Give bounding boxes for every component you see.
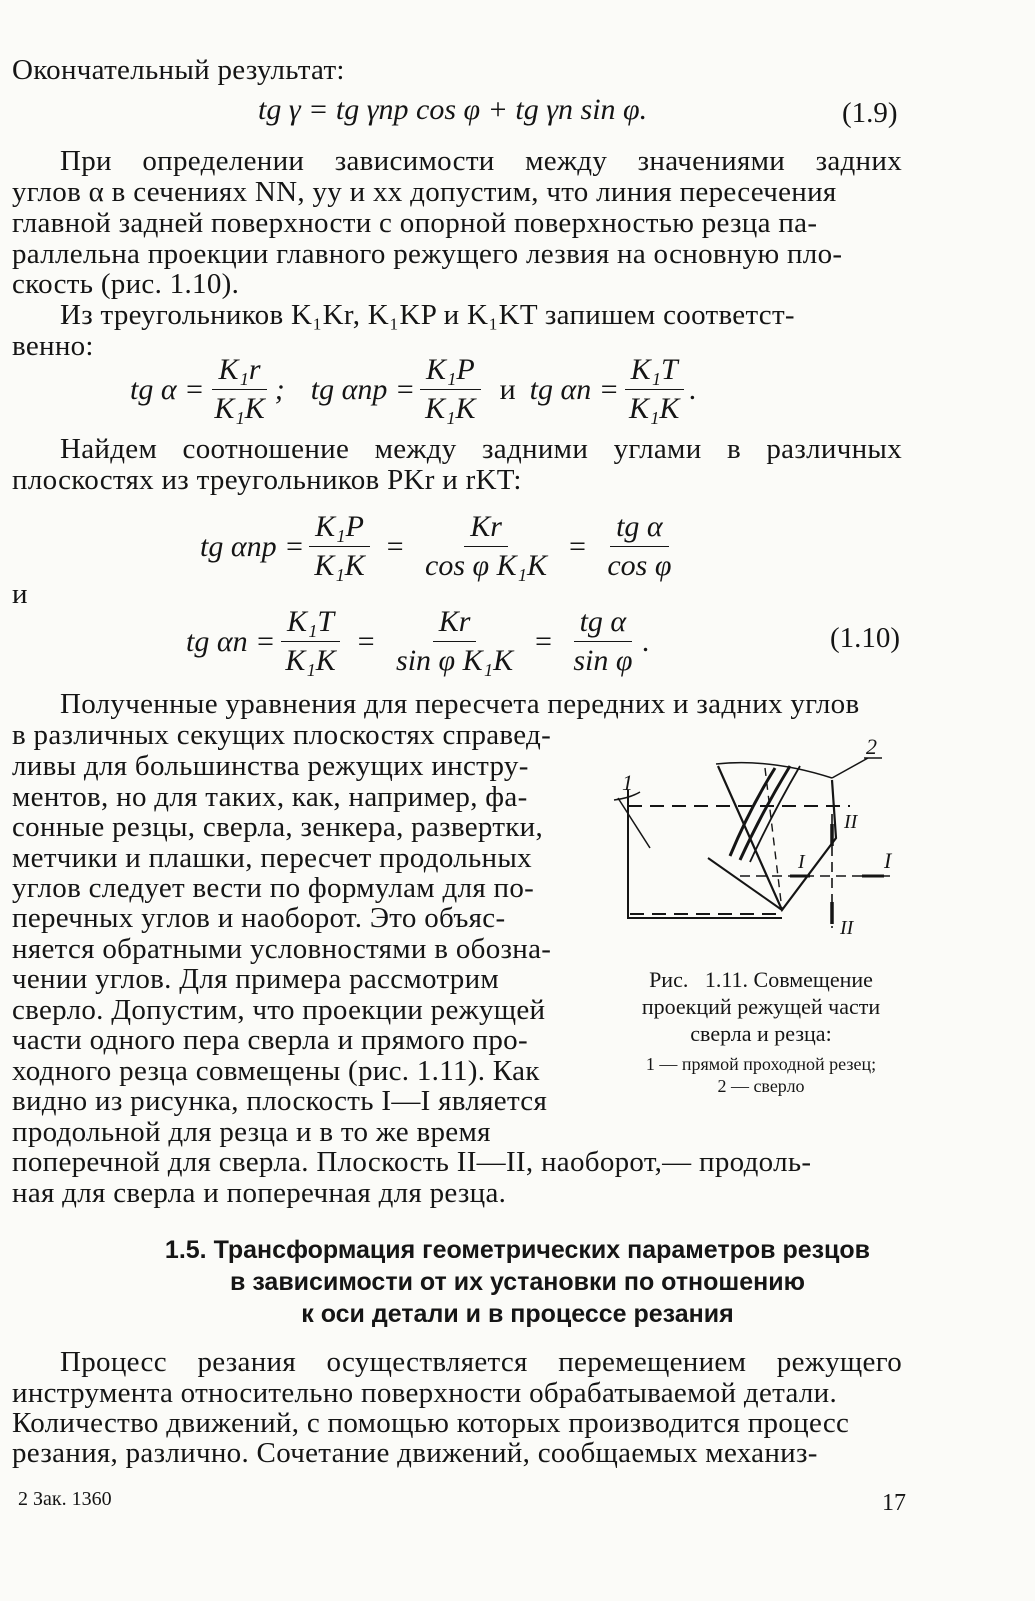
denominator: cos φ K₁K [425,549,548,582]
figure-drill-cutter [600,728,910,958]
text-line: ментов, но для таких, как, например, фа- [12,781,528,813]
numerator: Kr [464,510,508,547]
equation-number: (1.9) [842,97,898,129]
text-line: видно из рисунка, плоскость I—I является [12,1085,548,1117]
text-line: Из треугольников K₁Kr, K₁KP и K₁KT запишем соответст- [60,299,795,331]
text-line: в различных секущих плоскостях справед- [12,719,552,751]
numerator: K₁r [212,353,266,390]
equation-number: (1.10) [830,622,901,654]
numerator: Kr [433,605,477,642]
figure-label: I [798,851,805,873]
text-line: углов следует вести по формулам для по- [12,872,535,904]
text-line: сверло. Допустим, что проекции режущей [12,994,546,1026]
fraction [208,353,270,426]
numerator: K₁P [420,353,481,390]
text-line: углов α в сечениях NN, yy и xx допустим, что линия пересечения [12,176,837,208]
numerator: tg α [610,510,669,547]
fraction [567,605,638,678]
denominator: K₁K [314,549,365,582]
figure-label: II [844,811,858,833]
text-line: части одного пера сверла и прямого про- [12,1024,528,1056]
formula-part: tg αпр = [200,529,305,563]
figure-caption [606,966,916,1097]
formula-1-9: tg γ = tg γпр cos φ + tg γп sin φ. [258,93,648,126]
formula-part: ; [274,372,285,406]
formula-part: tg αп = [186,624,276,658]
figure-label: 2 [866,734,877,759]
denominator: sin φ [573,644,633,677]
text-line: венно: [12,330,94,362]
text-line: ливы для большинства режущих инстру- [12,750,529,782]
figure-label: I [884,848,892,873]
formula-part: tg αп = [529,372,619,406]
text-line: резания, различно. Сочетание движений, сообщаемых механиз- [12,1437,818,1469]
text-line: поперечной для сверла. Плоскость II—II, наоборот,— продоль- [12,1146,812,1178]
figure-label: 1 [622,770,633,795]
text-line: метчики и плашки, пересчет продольных [12,842,532,874]
formula-part: tg αпр = [310,372,416,406]
text-line: раллельна проекции главного режущего лезвия на основную пло- [12,238,843,270]
fraction [308,510,370,583]
fraction [390,605,519,678]
drill-flute [740,766,790,860]
text-line: Процесс резания осуществляется перемещением режущего [60,1346,902,1378]
page-number: 17 [882,1490,906,1516]
formula-part: = [384,529,406,563]
text-line: и [12,578,28,610]
caption-title-line: сверла и резца: [690,1021,832,1046]
text-line: Полученные уравнения для пересчета передних и задних углов [60,688,860,720]
numerator: K₁T [625,353,684,390]
fraction [623,353,685,426]
section-heading-line: к оси детали и в процессе резания [301,1300,734,1328]
text-line: перечных углов и наоборот. Это объяс- [12,902,506,934]
fraction [279,605,341,678]
denominator: K₁K [628,392,680,425]
numerator: K₁P [309,510,370,547]
formula-tan-alpha-row [130,353,697,426]
text-line: плоскостях из треугольников PKr и rKT: [12,464,522,496]
text-line: Количество движений, с помощью которых производится процесс [12,1407,850,1439]
leader-2 [832,758,868,778]
text-line: главной задней поверхности с опорной поверхностью резца па- [12,207,818,239]
formula-tan-alpha-pr [200,510,681,583]
fraction [419,353,481,426]
formula-part: = [567,529,588,563]
denominator: K₁K [214,392,265,425]
text-line: При определении зависимости между значениями задних [60,145,902,177]
caption-title-line: проекций режущей части [641,994,881,1019]
fraction [419,510,553,583]
formula-part: . [642,624,650,658]
formula-part: . [689,372,697,406]
drill-flute [750,766,800,862]
cutter-outline [628,790,782,918]
denominator: sin φ K₁K [396,644,514,677]
denominator: K₁K [425,392,476,425]
text-line: инструмента относительно поверхности обрабатываемой детали. [12,1377,838,1409]
fraction [601,510,677,583]
text-line: продольной для резца и в то же время [12,1116,491,1148]
caption-legend-line: 1 — прямой проходной резец; [645,1054,877,1074]
section-heading [0,1234,1035,1330]
text-line: чении углов. Для примера рассмотрим [12,963,500,995]
formula-part: = [533,624,554,658]
denominator: cos φ [607,549,672,582]
text-line: Найдем соотношение между задними углами в различных [60,433,902,465]
text-line: скость (рис. 1.10). [12,268,240,300]
formula-part: и [499,372,516,406]
numerator: K₁T [281,605,340,642]
formula-part: tg α = [130,372,205,406]
formula-part: = [355,624,377,658]
text-line: Окончательный результат: [12,54,345,86]
footer-order: 2 Зак. 1360 [18,1488,112,1510]
text-line: ная для сверла и поперечная для резца. [12,1177,507,1209]
text-line: няется обратными условностями в обозна- [12,933,552,965]
figure-label: II [840,917,854,939]
section-heading-line: в зависимости от их установки по отношению [230,1268,805,1296]
caption-legend-line: 2 — сверло [717,1076,805,1096]
formula-1-10 [186,605,650,678]
section-heading-line: 1.5. Трансформация геометрических параметров резцов [164,1236,871,1264]
numerator: tg α [574,605,633,642]
text-line: ходного резца совмещены (рис. 1.11). Как [12,1055,540,1087]
text-line: сонные резцы, сверла, зенкера, развертки, [12,811,544,843]
caption-title-line: Рис. 1.11. Совмещение [649,967,873,992]
denominator: K₁K [285,644,336,677]
